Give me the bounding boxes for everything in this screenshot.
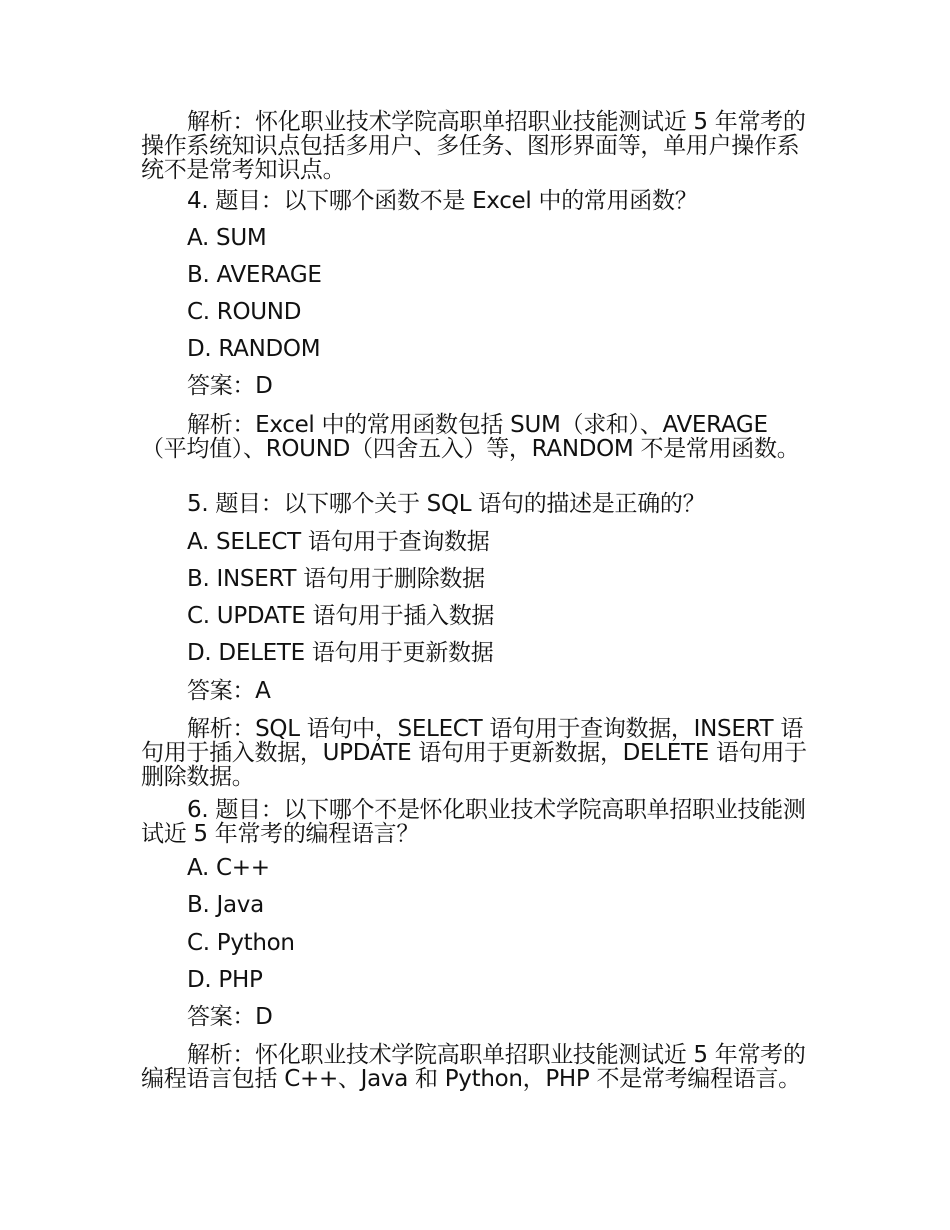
option-q4-b: B. AVERAGE	[187, 262, 322, 288]
question-q4: 4. 题目：以下哪个函数不是 Excel 中的常用函数？	[187, 188, 698, 214]
option-q5-a: A. SELECT 语句用于查询数据	[187, 529, 490, 555]
option-q5-d: D. DELETE 语句用于更新数据	[187, 640, 494, 666]
explanation-q4: 解析：Excel 中的常用函数包括 SUM（求和）、AVERAGE（平均值）、ROUND（四舍五入）等，RANDOM 不是常用函数。	[141, 412, 800, 462]
option-q6-c: C. Python	[187, 930, 295, 956]
answer-q4: 答案：D	[187, 373, 273, 399]
option-q4-d: D. RANDOM	[187, 336, 321, 362]
explanation-q6: 解析：怀化职业技术学院高职单招职业技能测试近 5 年常考的编程语言包括 C++、Java 和 Python，PHP 不是常考编程语言。	[141, 1042, 806, 1092]
answer-q5: 答案：A	[187, 678, 271, 704]
option-q6-b: B. Java	[187, 892, 264, 918]
explanation-q5: 解析：SQL 语句中，SELECT 语句用于查询数据，INSERT 语句用于插入数据，UPDATE 语句用于更新数据，DELETE 语句用于删除数据。	[141, 716, 807, 790]
option-q5-c: C. UPDATE 语句用于插入数据	[187, 603, 495, 629]
option-q6-a: A. C++	[187, 855, 270, 881]
answer-q6: 答案：D	[187, 1004, 273, 1030]
option-q6-d: D. PHP	[187, 967, 263, 993]
option-q5-b: B. INSERT 语句用于删除数据	[187, 566, 485, 592]
option-q4-a: A. SUM	[187, 225, 267, 251]
question-q5: 5. 题目：以下哪个关于 SQL 语句的描述是正确的？	[187, 491, 706, 517]
question-q6: 6. 题目：以下哪个不是怀化职业技术学院高职单招职业技能测试近 5 年常考的编程语言？	[141, 797, 806, 847]
option-q4-c: C. ROUND	[187, 299, 302, 325]
explanation-q3: 解析：怀化职业技术学院高职单招职业技能测试近 5 年常考的操作系统知识点包括多用户、多任务、图形界面等，单用户操作系统不是常考知识点。	[141, 109, 806, 183]
